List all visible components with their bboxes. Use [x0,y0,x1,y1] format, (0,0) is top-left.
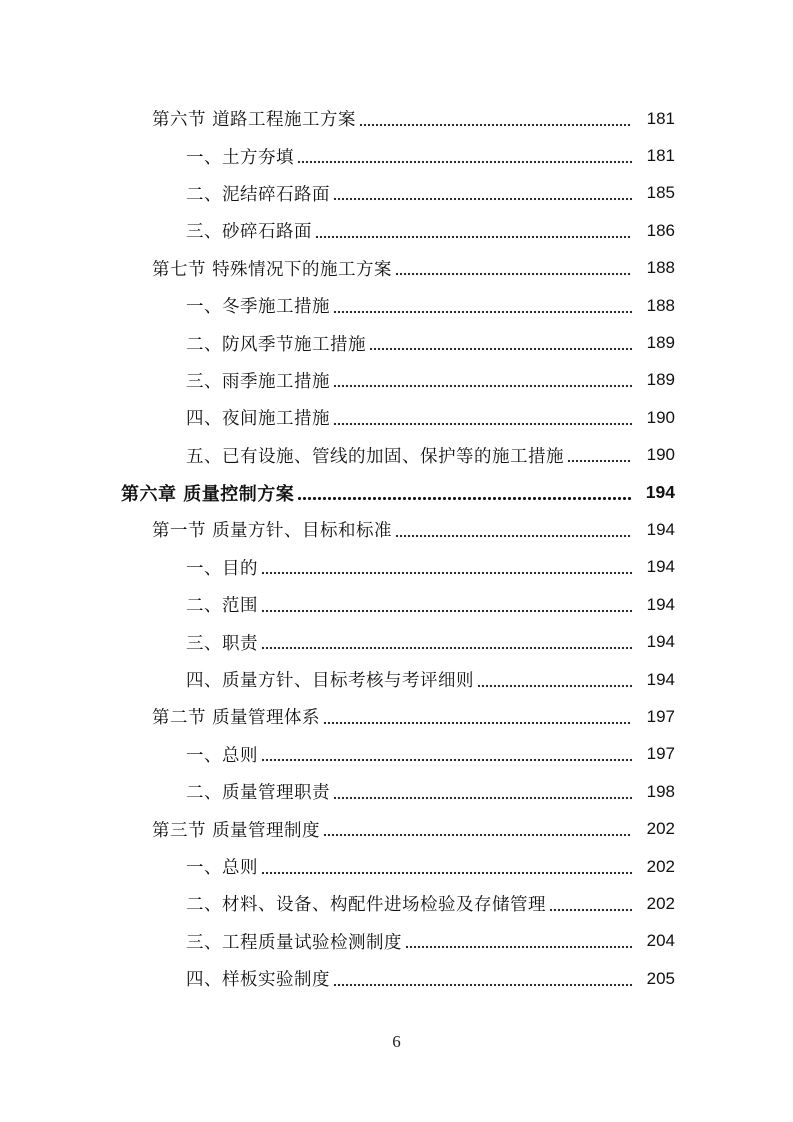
table-of-contents [0,100,793,997]
dot-leader [261,571,632,575]
dot-leader [395,272,632,276]
toc-entry-label: 二、防风季节施工措施 [186,334,366,355]
toc-entry[interactable] [0,212,793,249]
dot-leader [297,496,632,501]
dot-leader [261,758,632,762]
toc-entry-page: 204 [646,931,675,951]
toc-entry-label: 三、雨季施工措施 [186,371,330,392]
dot-leader [333,983,632,987]
dot-leader [261,609,632,613]
dot-leader [477,684,632,688]
toc-entry[interactable] [0,810,793,847]
toc-entry[interactable] [0,100,793,137]
toc-entry[interactable] [0,773,793,810]
toc-entry[interactable] [0,623,793,660]
dot-leader [315,235,632,239]
toc-entry-page: 194 [646,632,675,652]
dot-leader [359,123,632,127]
toc-entry[interactable] [0,698,793,735]
toc-entry[interactable] [0,549,793,586]
toc-entry-label: 三、职责 [186,633,258,654]
toc-entry-page: 188 [646,295,675,315]
toc-entry-label: 二、泥结碎石路面 [186,184,330,205]
toc-entry-label: 一、土方夯填 [186,147,294,168]
toc-entry-label: 二、范围 [186,596,258,617]
toc-entry-label: 五、已有设施、管线的加固、保护等的施工措施 [186,446,564,467]
toc-entry-label: 二、材料、设备、构配件进场检验及存储管理 [186,895,546,916]
toc-entry-page: 197 [646,706,675,726]
toc-entry-page: 181 [646,146,675,166]
toc-entry-page: 190 [646,445,675,465]
toc-entry-label: 第一节 质量方针、目标和标准 [152,521,393,542]
dot-leader [333,310,632,314]
toc-entry-label: 一、总则 [186,745,258,766]
toc-entry[interactable] [0,511,793,548]
toc-entry[interactable] [0,885,793,922]
toc-chapter-page: 194 [645,482,675,503]
toc-chapter-label: 第六章 质量控制方案 [121,483,295,505]
toc-entry-label: 一、冬季施工措施 [186,297,330,318]
toc-entry-page: 185 [646,183,675,203]
toc-entry[interactable] [0,324,793,361]
dot-leader [323,721,632,725]
dot-leader [333,422,632,426]
toc-entry-label: 一、总则 [186,858,258,878]
toc-entry-page: 194 [646,669,675,689]
toc-entry-page: 194 [646,519,675,539]
dot-leader [261,871,632,875]
toc-entry[interactable] [0,175,793,212]
dot-leader [323,833,632,837]
toc-entry[interactable] [0,661,793,698]
toc-entry-label: 四、质量方针、目标考核与考评细则 [186,671,474,692]
toc-entry[interactable] [0,287,793,324]
toc-entry-label: 第七节 特殊情况下的施工方案 [152,259,393,280]
dot-leader [333,796,632,800]
dot-leader [261,646,632,650]
toc-entry-label: 三、砂碎石路面 [186,222,312,243]
toc-entry-page: 202 [646,893,675,913]
dot-leader [333,384,632,388]
toc-entry-page: 186 [646,220,675,240]
toc-entry[interactable] [0,250,793,287]
dot-leader [405,945,632,949]
toc-chapter-entry[interactable] [0,474,793,511]
toc-entry[interactable] [0,399,793,436]
toc-entry-page: 197 [646,744,675,764]
toc-entry-label: 四、样板实验制度 [186,970,330,991]
toc-entry-label: 第二节 质量管理体系 [152,708,321,729]
toc-entry-page: 202 [646,819,675,839]
toc-entry-label: 二、质量管理职责 [186,783,330,804]
dot-leader [297,160,632,164]
toc-entry-label: 第三节 质量管理制度 [152,820,321,841]
toc-entry-label: 一、目的 [186,558,258,579]
toc-entry[interactable] [0,923,793,960]
dot-leader [369,347,632,351]
toc-entry[interactable] [0,848,793,885]
toc-entry-page: 194 [646,594,675,614]
toc-entry[interactable] [0,736,793,773]
toc-entry[interactable] [0,362,793,399]
toc-entry-page: 189 [646,370,675,390]
page-number: 6 [392,1032,401,1051]
toc-entry-label: 第六节 道路工程施工方案 [152,110,357,131]
toc-entry-page: 189 [646,333,675,353]
toc-entry-page: 188 [646,258,675,278]
toc-entry-page: 181 [646,108,675,128]
dot-leader [567,459,632,463]
toc-entry[interactable] [0,960,793,997]
toc-entry-page: 205 [646,968,675,988]
toc-entry[interactable] [0,137,793,174]
toc-entry-page: 194 [646,557,675,577]
dot-leader [549,908,632,912]
toc-entry[interactable] [0,586,793,623]
toc-entry-page: 198 [646,781,675,801]
dot-leader [395,534,632,538]
dot-leader [333,197,632,201]
toc-entry-page: 202 [646,856,675,876]
toc-entry-page: 190 [646,407,675,427]
toc-entry-label: 四、夜间施工措施 [186,409,330,430]
toc-entry[interactable] [0,437,793,474]
toc-entry-label: 三、工程质量试验检测制度 [186,932,402,953]
